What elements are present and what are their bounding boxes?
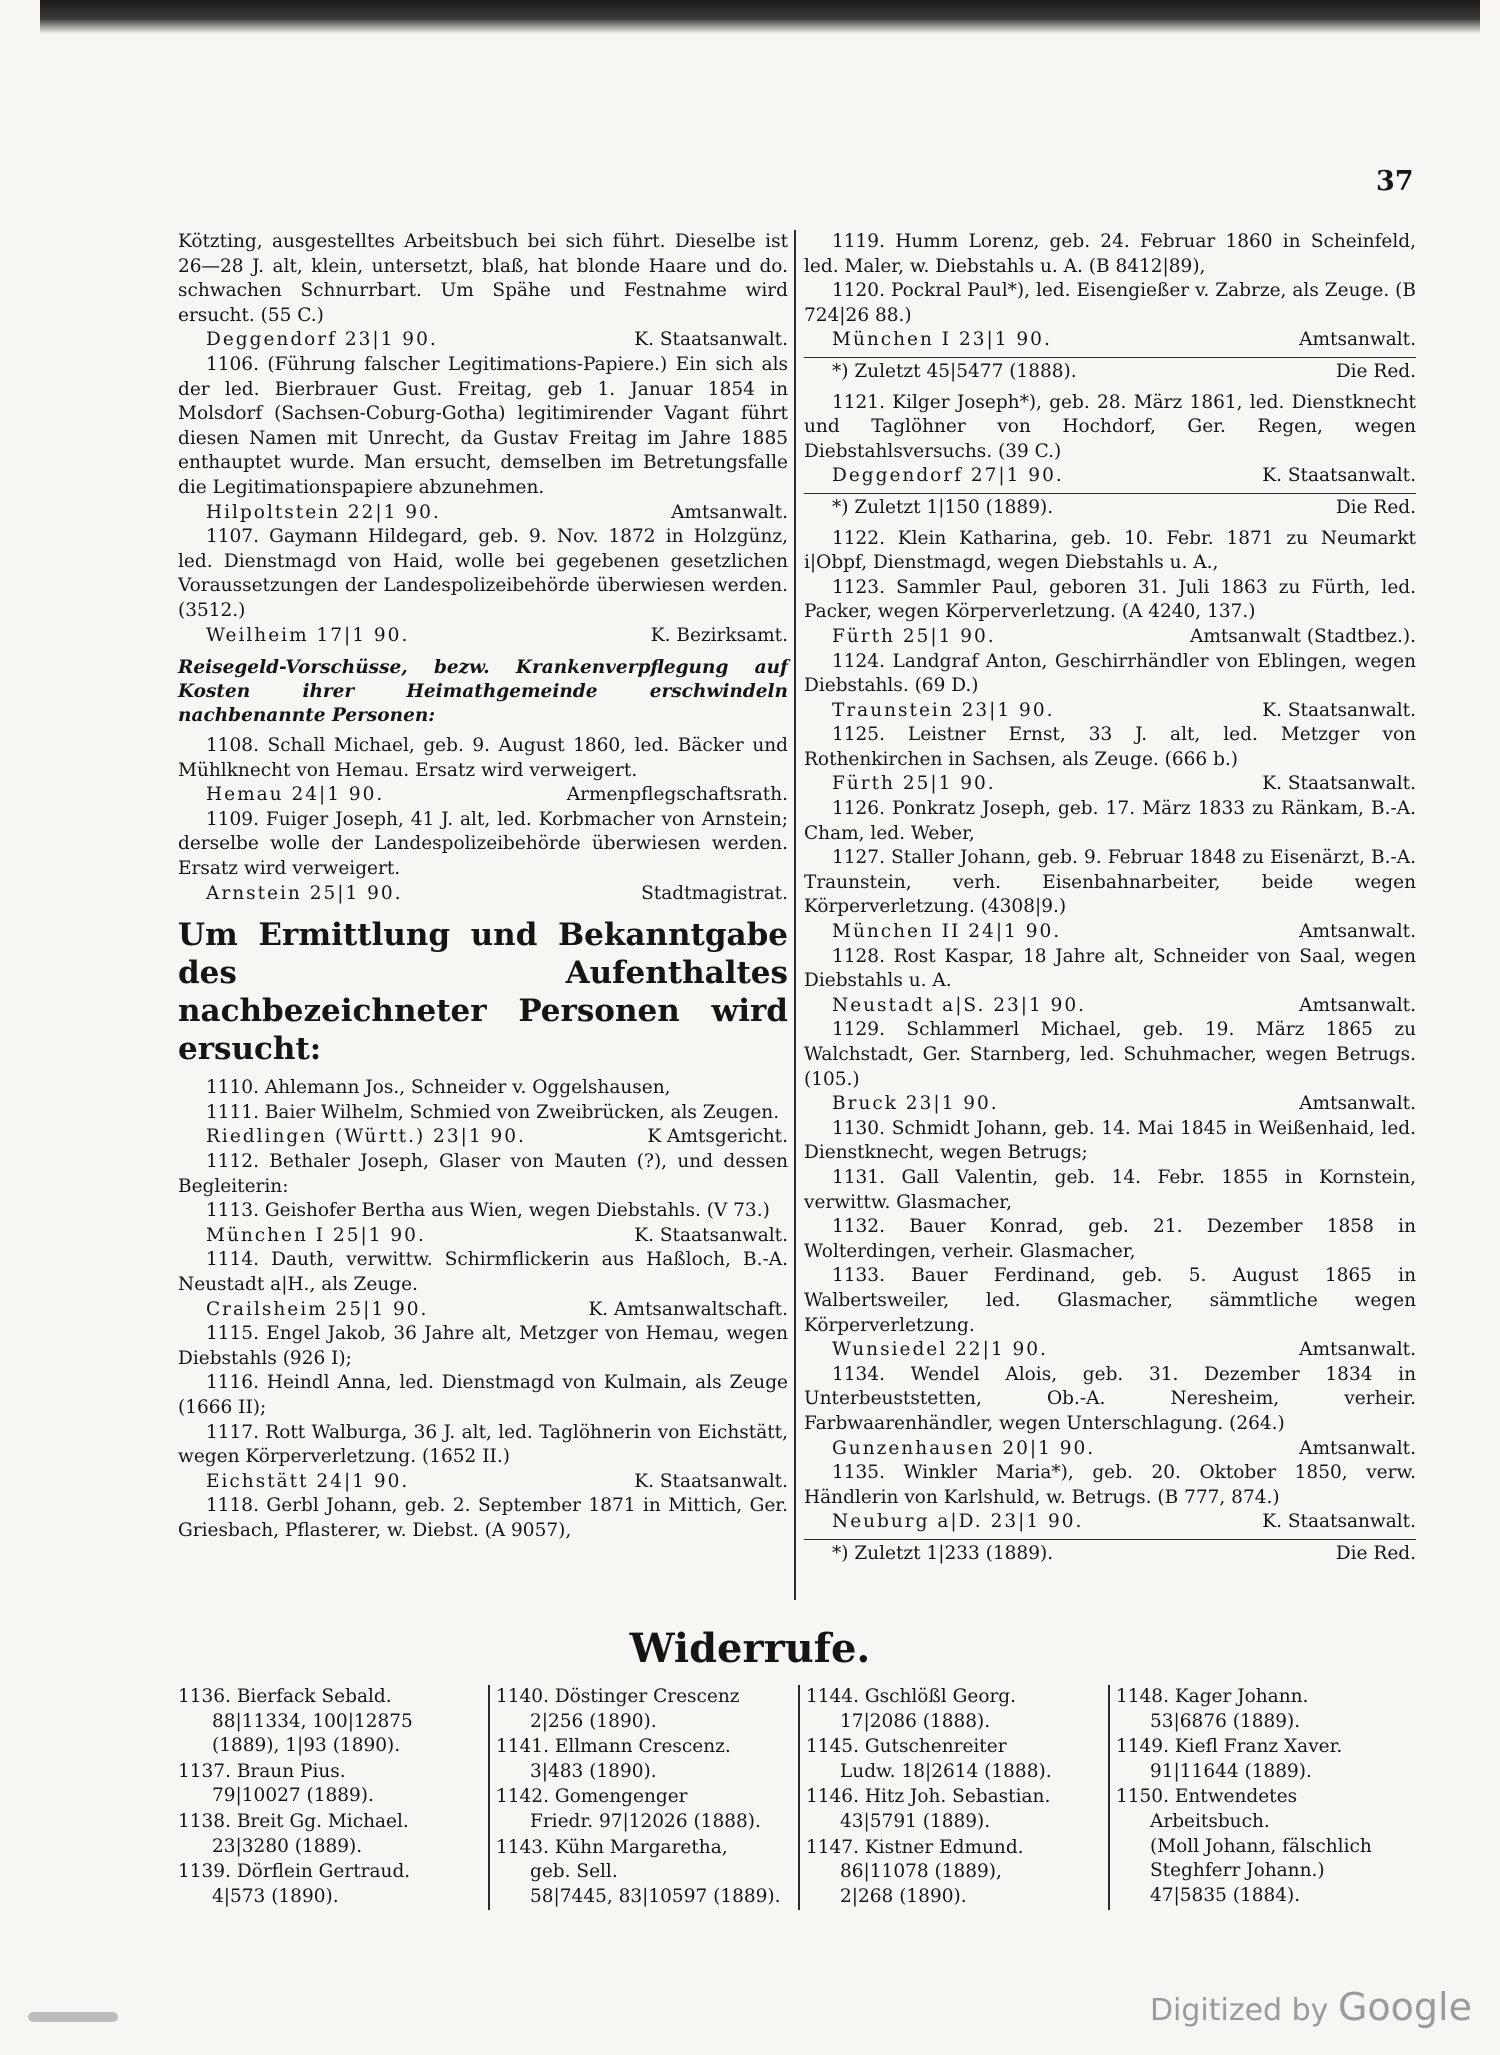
dateline-place: Hemau 24|1 90.	[206, 784, 385, 806]
entry-paragraph: 1110. Ahlemann Jos., Schneider v. Oggelshausen,	[206, 1077, 671, 1099]
widerruf-entry-ref: Steghferr Johann.)	[1150, 1860, 1325, 1882]
widerruf-entry	[496, 1685, 792, 1734]
entry-paragraph: 1130. Schmidt Johann, geb. 14. Mai 1845 in Weißenhaid, led. Dienstknecht, wegen Betrugs;	[804, 1117, 1416, 1164]
widerruf-entry-ref: 91|11644 (1889).	[1150, 1760, 1312, 1782]
widerruf-entry-head: 1136. Bierfack Sebald.	[178, 1686, 392, 1707]
dateline	[804, 994, 1416, 1019]
entry-paragraph: 1128. Rost Kaspar, 18 Jahre alt, Schneider von Saal, wegen Diebstahls u. A.	[804, 945, 1416, 992]
dateline-authority: K. Staatsanwalt.	[634, 1470, 788, 1492]
entry-paragraph: 1124. Landgraf Anton, Geschirrhändler von Eblingen, wegen Diebstahls. (69 D.)	[804, 650, 1416, 697]
widerrufe-column	[798, 1685, 1108, 1910]
dateline-place: Fürth 25|1 90.	[832, 625, 996, 647]
dateline	[804, 1092, 1416, 1117]
dateline	[804, 699, 1416, 724]
widerrufe-column	[178, 1685, 488, 1910]
entry-paragraph: 1114. Dauth, verwittw. Schirmflickerin aus Haßloch, B.-A. Neustadt a|H., als Zeuge.	[178, 1249, 788, 1295]
widerruf-entry-head: 1140. Döstinger Crescenz	[496, 1686, 740, 1707]
entry-paragraph: 1132. Bauer Konrad, geb. 21. Dezember 1858 in Wolterdingen, verheir. Glasmacher,	[804, 1216, 1416, 1262]
widerrufe-column	[1108, 1685, 1418, 1910]
entry-paragraph: 1129. Schlammerl Michael, geb. 19. März 1865 zu Walchstadt, Ger. Starnberg, led. Schuhmacher, wegen Betrugs. (105.)	[804, 1019, 1416, 1090]
dateline-place: Deggendorf 23|1 90.	[206, 329, 438, 351]
dateline-place: München I 23|1 90.	[832, 329, 1052, 351]
entry-paragraph: 1131. Gall Valentin, geb. 14. Febr. 1855 in Kornstein, verwittw. Glasmacher,	[804, 1166, 1416, 1213]
widerruf-entry-head: 1150. Entwendetes	[1116, 1786, 1298, 1808]
entry-paragraph: 1119. Humm Lorenz, geb. 24. Februar 1860 in Scheinfeld, led. Maler, w. Diebstahls u. A. (B 8412|89),	[804, 231, 1416, 277]
dateline-authority: Amtsanwalt (Stadtbez.).	[1189, 625, 1416, 647]
widerruf-entry-ref: Ludw. 18|2614 (1888).	[840, 1760, 1052, 1782]
entry-paragraph: 1118. Gerbl Johann, geb. 2. September 1871 in Mittich, Ger. Griesbach, Pflasterer, w. Diebst. (A 9057),	[178, 1495, 788, 1541]
dateline	[178, 1125, 788, 1150]
entry-paragraph: 1108. Schall Michael, geb. 9. August 1860, led. Bäcker und Mühlknecht von Hemau. Ersatz wird verweigert.	[178, 735, 788, 781]
widerruf-entry-ref: 23|3280 (1889).	[212, 1835, 363, 1857]
widerrufe-table	[178, 1685, 1418, 1910]
editor-footnote	[804, 493, 1416, 521]
dateline-authority: Amtsanwalt.	[1299, 921, 1416, 943]
dateline-authority: Amtsanwalt.	[1299, 1437, 1416, 1459]
dateline-authority: K. Staatsanwalt.	[634, 329, 788, 351]
dateline-place: Neuburg a|D. 23|1 90.	[832, 1511, 1084, 1533]
widerruf-entry	[496, 1785, 792, 1834]
dateline-place: Gunzenhausen 20|1 90.	[832, 1437, 1096, 1459]
widerruf-entry-ref: 2|256 (1890).	[530, 1710, 657, 1732]
dateline-place: München II 24|1 90.	[832, 921, 1062, 943]
dateline	[804, 1437, 1416, 1462]
widerruf-entry-ref: 17|2086 (1888).	[840, 1710, 991, 1732]
dateline	[178, 783, 788, 808]
dateline-authority: K. Staatsanwalt.	[1262, 1511, 1416, 1533]
widerruf-entry-ref: (1889), 1|93 (1890).	[212, 1735, 401, 1757]
entry-paragraph: 1133. Bauer Ferdinand, geb. 5. August 1865 in Walbertsweiler, led. Glasmacher, sämmtliche wegen Körperverletzung.	[804, 1265, 1416, 1336]
dateline-place: Deggendorf 27|1 90.	[832, 465, 1064, 487]
widerruf-entry-head: 1143. Kühn Margaretha,	[496, 1836, 728, 1858]
dateline	[178, 1470, 788, 1495]
editor-footnote	[804, 1539, 1416, 1567]
widerruf-entry-ref: 58|7445, 83|10597 (1889).	[530, 1885, 781, 1907]
widerruf-entry	[806, 1735, 1102, 1784]
widerruf-entry	[1116, 1735, 1412, 1784]
dateline-place: Wunsiedel 22|1 90.	[832, 1339, 1048, 1361]
dateline	[178, 624, 788, 649]
entry-paragraph: 1116. Heindl Anna, led. Dienstmagd von Kulmain, als Zeuge (1666 II);	[178, 1372, 788, 1418]
dateline-place: München I 25|1 90.	[206, 1224, 426, 1246]
dateline-place: Eichstätt 24|1 90.	[206, 1470, 410, 1492]
dateline	[804, 625, 1416, 650]
section-heading: Reisegeld-Vorschüsse, bezw. Krankenverpflegung auf Kosten ihrer Heimathgemeinde erschwindeln nachbenannte Personen:	[178, 657, 788, 727]
dateline-authority: K. Bezirksamt.	[650, 624, 788, 646]
dateline-place: Arnstein 25|1 90.	[206, 882, 403, 904]
widerruf-entry-ref: Arbeitsbuch.	[1150, 1810, 1270, 1832]
entry-paragraph: 1113. Geishofer Bertha aus Wien, wegen Diebstahls. (V 73.)	[206, 1200, 770, 1222]
dateline	[804, 920, 1416, 945]
dateline-authority: Amtsanwalt.	[1299, 994, 1416, 1016]
dateline-place: Traunstein 23|1 90.	[832, 699, 1055, 721]
dateline-place: Bruck 23|1 90.	[832, 1093, 999, 1115]
widerruf-entry-head: 1148. Kager Johann.	[1116, 1686, 1309, 1707]
widerruf-entry-head: 1142. Gomengenger	[496, 1786, 688, 1808]
dateline-place: Crailsheim 25|1 90.	[206, 1298, 429, 1320]
widerruf-entry	[1116, 1785, 1412, 1908]
dateline-authority: Amtsanwalt.	[671, 501, 788, 523]
entry-paragraph: 1134. Wendel Alois, geb. 31. Dezember 1834 in Unterbeuststetten, Ob.-A. Neresheim, verheir. Farbwaarenhändler, wegen Unterschlagung. (264.)	[804, 1363, 1416, 1434]
widerruf-entry	[806, 1785, 1102, 1834]
widerruf-entry-head: 1138. Breit Gg. Michael.	[178, 1810, 409, 1832]
widerrufe-column	[488, 1685, 798, 1910]
widerruf-entry-ref: 2|268 (1890).	[840, 1885, 967, 1907]
entry-paragraph: 1112. Bethaler Joseph, Glaser von Mauten (?), und dessen Begleiterin:	[178, 1151, 788, 1197]
widerruf-entry-ref: (Moll Johann, fälschlich	[1150, 1835, 1372, 1857]
google-logo: Google	[1337, 1985, 1472, 2029]
dateline-authority: K. Staatsanwalt.	[1262, 773, 1416, 795]
widerruf-entry-head: 1147. Kistner Edmund.	[806, 1836, 1024, 1858]
widerruf-entry	[178, 1685, 482, 1759]
dateline	[178, 1224, 788, 1249]
footnote-text: *) Zuletzt 1|233 (1889).	[832, 1542, 1054, 1564]
entry-paragraph: 1126. Ponkratz Joseph, geb. 17. März 1833 zu Ränkam, B.-A. Cham, led. Weber,	[804, 798, 1416, 844]
entry-paragraph: 1120. Pockral Paul*), led. Eisengießer v. Zabrze, als Zeuge. (B 724|26 88.)	[804, 280, 1416, 326]
dateline-place: Hilpoltstein 22|1 90.	[206, 501, 441, 523]
dateline-place: Weilheim 17|1 90.	[206, 624, 410, 646]
widerruf-entry-ref: 53|6876 (1889).	[1150, 1710, 1301, 1732]
entry-paragraph: 1123. Sammler Paul, geboren 31. Juli 1863 zu Fürth, led. Packer, wegen Körperverletzung. (A 4240, 137.)	[804, 576, 1416, 623]
dateline-place: Riedlingen (Württ.) 23|1 90.	[206, 1126, 526, 1148]
footnote-authority: Die Red.	[1335, 1542, 1416, 1564]
widerruf-entry-ref: 88|11334, 100|12875	[212, 1710, 413, 1732]
widerruf-entry	[178, 1760, 482, 1809]
widerrufe-heading: Widerrufe.	[629, 1625, 871, 1672]
widerruf-entry-ref: 4|573 (1890).	[212, 1885, 339, 1907]
dateline-authority: Armenpflegschaftsrath.	[566, 784, 788, 806]
dateline	[178, 501, 788, 526]
dateline	[804, 1510, 1416, 1535]
dateline-authority: Amtsanwalt.	[1299, 1093, 1416, 1115]
widerruf-entry	[178, 1810, 482, 1859]
widerruf-entry	[178, 1860, 482, 1909]
dateline	[804, 464, 1416, 489]
widerruf-entry	[806, 1685, 1102, 1734]
dateline	[178, 882, 788, 907]
section-heading-large: Um Ermittlung und Bekanntgabe des Aufenthaltes nachbezeichneter Personen wird ersucht:	[178, 917, 788, 1068]
dateline-place: Fürth 25|1 90.	[832, 773, 996, 795]
dateline	[178, 328, 788, 353]
watermark-prefix: Digitized by	[1149, 1993, 1329, 2028]
entry-paragraph: 1109. Fuiger Joseph, 41 J. alt, led. Korbmacher von Arnstein; derselbe wolle der Landespolizeibehörde überwiesen werden. Ersatz wird verweigert.	[178, 808, 788, 880]
entry-paragraph: 1115. Engel Jakob, 36 Jahre alt, Metzger von Hemau, wegen Diebstahls (926 I);	[178, 1323, 788, 1369]
widerruf-entry-ref: geb. Sell.	[530, 1861, 618, 1883]
widerruf-entry-head: 1137. Braun Pius.	[178, 1760, 346, 1782]
editor-footnote	[804, 357, 1416, 385]
entry-paragraph: 1135. Winkler Maria*), geb. 20. Oktober 1850, verw. Händlerin von Karlshuld, w. Betrugs. (B 777, 874.)	[804, 1462, 1416, 1508]
dateline	[804, 1338, 1416, 1363]
digitized-by-watermark	[1150, 1985, 1472, 2029]
footnote-text: *) Zuletzt 1|150 (1889).	[832, 496, 1054, 518]
entry-paragraph: 1122. Klein Katharina, geb. 10. Febr. 1871 zu Neumarkt i|Obpf, Dienstmagd, wegen Diebstahls u. A.,	[804, 527, 1416, 574]
entry-paragraph: 1127. Staller Johann, geb. 9. Februar 1848 zu Eisenärzt, B.-A. Traunstein, verh. Eisenbahnarbeiter, beide wegen Körperverletzung. (4308|9.)	[804, 847, 1416, 918]
dateline-authority: K. Staatsanwalt.	[1262, 465, 1416, 487]
widerruf-entry	[806, 1836, 1102, 1910]
entry-paragraph: 1106. (Führung falscher Legitimations-Papiere.) Ein sich als der led. Bierbrauer Gust. Freitag, geb 1. Januar 1854 in Molsdorf (Sachsen-Coburg-Gotha) legitimirender Vagant führt diesen Namen mit Unrecht, da Gustav Freitag im Jahre 1885 enthauptet wurde. Man ersucht, demselben im Betretungsfalle die Legitimationspapiere abzunehmen.	[178, 353, 788, 498]
widerruf-entry-head: 1145. Gutschenreiter	[806, 1736, 1007, 1758]
dateline-authority: K Amtsgericht.	[647, 1126, 788, 1148]
widerruf-entry	[496, 1836, 792, 1910]
dateline-authority: Amtsanwalt.	[1299, 329, 1416, 351]
widerruf-entry	[496, 1735, 792, 1784]
widerruf-entry-head: 1146. Hitz Joh. Sebastian.	[806, 1786, 1051, 1808]
widerruf-entry-ref: Friedr. 97|12026 (1888).	[530, 1810, 761, 1832]
dateline-authority: Amtsanwalt.	[1299, 1339, 1416, 1361]
footnote-authority: Die Red.	[1335, 496, 1416, 518]
widerruf-entry-head: 1149. Kiefl Franz Xaver.	[1116, 1736, 1343, 1758]
dateline-authority: K. Staatsanwalt.	[634, 1224, 788, 1246]
entry-paragraph: Kötzting, ausgestelltes Arbeitsbuch bei sich führt. Dieselbe ist 26—28 J. alt, klein, untersetzt, blaß, hat blonde Haare und do. schwachen Schnurrbart. Um Spähe und Festnahme wird ersucht. (55 C.)	[178, 231, 788, 326]
dateline-authority: K. Staatsanwalt.	[1262, 699, 1416, 721]
widerruf-entry-head: 1141. Ellmann Crescenz.	[496, 1736, 731, 1758]
dateline-place: Neustadt a|S. 23|1 90.	[832, 994, 1087, 1016]
widerruf-entry-head: 1139. Dörflein Gertraud.	[178, 1861, 411, 1883]
entry-paragraph: 1125. Leistner Ernst, 33 J. alt, led. Metzger von Rothenkirchen in Sachsen, als Zeuge. (666 b.)	[804, 724, 1416, 770]
widerruf-entry-ref: 86|11078 (1889),	[840, 1861, 1002, 1883]
dateline-authority: K. Amtsanwaltschaft.	[588, 1298, 788, 1320]
dateline	[804, 328, 1416, 353]
entry-paragraph: 1111. Baier Wilhelm, Schmied von Zweibrücken, als Zeugen.	[206, 1101, 780, 1123]
widerruf-entry-head: 1144. Gschlößl Georg.	[806, 1686, 1017, 1707]
scan-smudge	[28, 2012, 118, 2022]
widerruf-entry-ref: 3|483 (1890).	[530, 1760, 657, 1782]
column-divider	[794, 230, 796, 1600]
footnote-authority: Die Red.	[1335, 360, 1416, 382]
dateline	[804, 772, 1416, 797]
widerruf-entry	[1116, 1685, 1412, 1734]
widerruf-entry-ref: 47|5835 (1884).	[1150, 1884, 1301, 1906]
entry-paragraph: 1121. Kilger Joseph*), geb. 28. März 1861, led. Dienstknecht und Taglöhner von Hochdorf, Ger. Regen, wegen Diebstahlsversuchs. (39 C.)	[804, 391, 1416, 462]
scan-edge	[40, 0, 1480, 34]
page-number: 37	[1376, 166, 1414, 197]
widerruf-entry-ref: 79|10027 (1889).	[212, 1785, 374, 1807]
dateline-authority: Stadtmagistrat.	[641, 882, 788, 904]
footnote-text: *) Zuletzt 45|5477 (1888).	[832, 360, 1077, 382]
right-column	[804, 230, 1416, 1572]
entry-paragraph: 1107. Gaymann Hildegard, geb. 9. Nov. 1872 in Holzgünz, led. Dienstmagd von Haid, wolle bei gegebenen gesetzlichen Voraussetzungen der Landespolizeibehörde überwiesen werden. (3512.)	[178, 526, 788, 621]
dateline	[178, 1298, 788, 1323]
left-column	[178, 230, 788, 1544]
widerruf-entry-ref: 43|5791 (1889).	[840, 1810, 991, 1832]
entry-paragraph: 1117. Rott Walburga, 36 J. alt, led. Taglöhnerin von Eichstätt, wegen Körperverletzung. (1652 II.)	[178, 1421, 788, 1468]
